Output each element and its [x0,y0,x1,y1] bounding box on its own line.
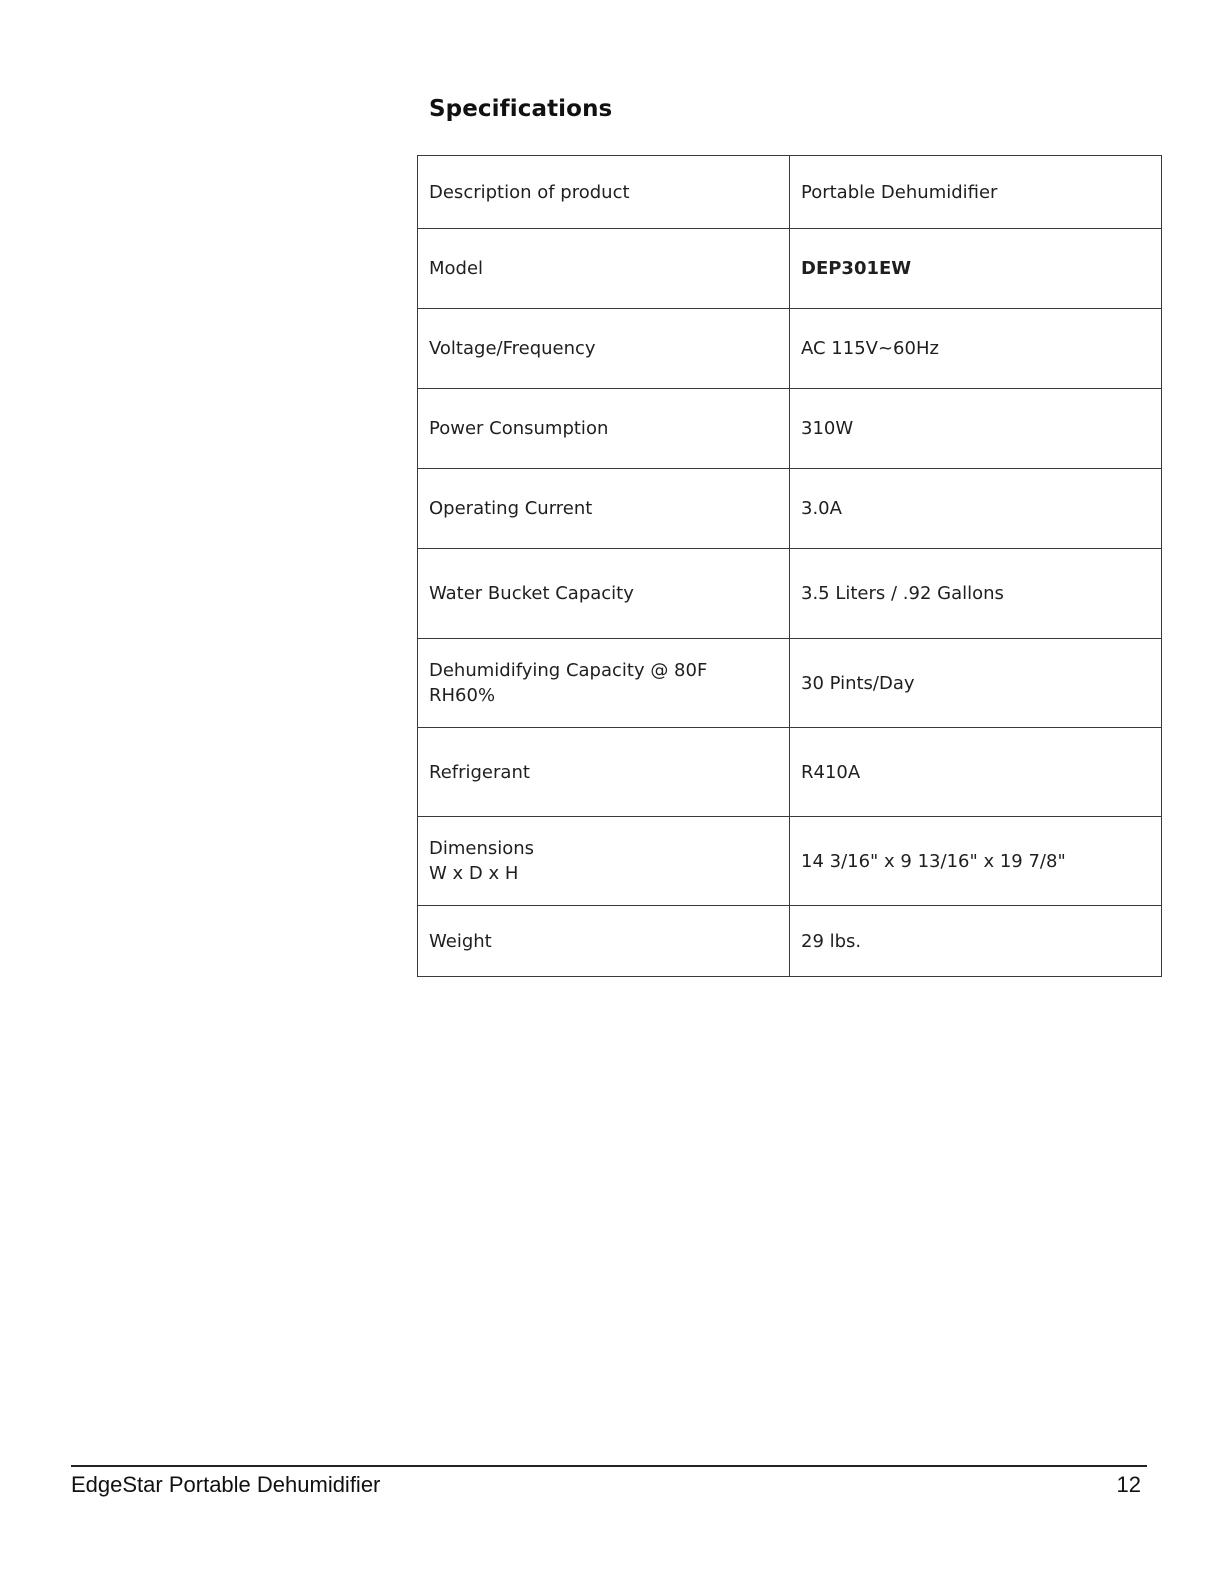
table-row [418,639,1162,728]
spec-value: R410A [790,728,1162,817]
page-title: Specifications [429,96,613,122]
spec-label: Voltage/Frequency [418,309,790,389]
spec-value: 30 Pints/Day [790,639,1162,728]
page-footer [71,1465,1147,1497]
spec-label: Operating Current [418,469,790,549]
table-row [418,309,1162,389]
table-row [418,906,1162,977]
page-number: 12 [1116,1472,1141,1497]
specifications-table [417,155,1162,977]
table-row [418,469,1162,549]
spec-label: Refrigerant [418,728,790,817]
spec-value: AC 115V~60Hz [790,309,1162,389]
spec-value: DEP301EW [790,229,1162,309]
table-row [418,389,1162,469]
spec-value: 3.5 Liters / .92 Gallons [790,549,1162,639]
spec-label: Dehumidifying Capacity @ 80F RH60% [418,639,790,728]
table-row [418,549,1162,639]
table-row [418,229,1162,309]
spec-value: 310W [790,389,1162,469]
spec-label: Description of product [418,156,790,229]
spec-value: Portable Dehumidifier [790,156,1162,229]
footer-title: EdgeStar Portable Dehumidifier [71,1472,381,1497]
table-row [418,728,1162,817]
spec-value: 3.0A [790,469,1162,549]
spec-value: 14 3/16" x 9 13/16" x 19 7/8" [790,817,1162,906]
spec-value: 29 lbs. [790,906,1162,977]
table-row [418,817,1162,906]
table-row [418,156,1162,229]
spec-label: Water Bucket Capacity [418,549,790,639]
spec-label: Dimensions W x D x H [418,817,790,906]
spec-label: Model [418,229,790,309]
spec-label: Power Consumption [418,389,790,469]
spec-label: Weight [418,906,790,977]
